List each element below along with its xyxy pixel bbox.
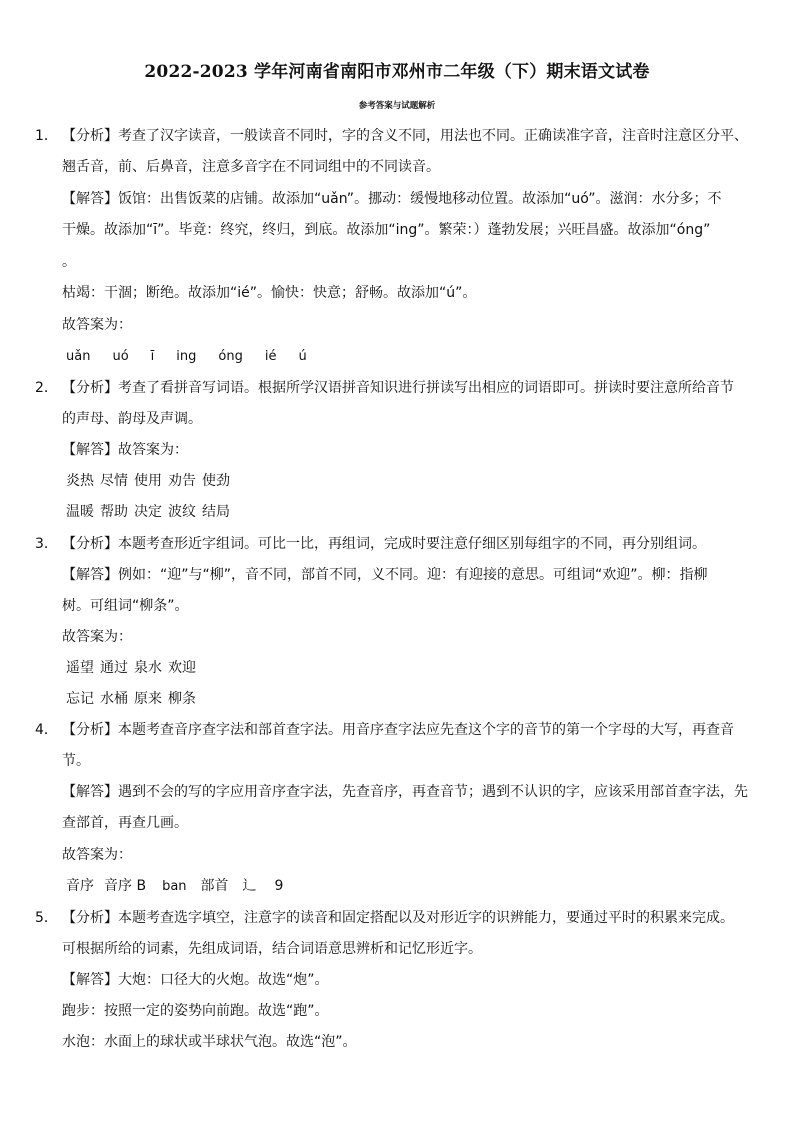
answer-item: 辶 <box>242 878 257 894</box>
q2-number: 2． <box>35 380 58 396</box>
answer-word: 温暖 <box>66 504 94 520</box>
q3-analysis-text-1: 本题考查形近字组词。可比一比，再组词，完成时要注意仔细区别每组字的不同，再分别组词。 <box>118 536 706 552</box>
q1-answer-text-1: 饭馆：出售饭菜的店铺。故添加“uǎn”。挪动：缓慢地移动位置。故添加“uó”。滋润：水分多；不 <box>118 191 722 207</box>
q1-answer-line-2: 干燥。故添加“ī”。毕竟：终究，终归，到底。故添加“ing”。繁荣：）蓬勃发展；兴旺昌盛。故添加“óng” <box>62 222 711 238</box>
answer-tag: 【解答】 <box>62 567 118 583</box>
q2-answer-row-1 <box>66 472 236 490</box>
answer-word: 原来 <box>134 691 162 707</box>
answer-word: 炎热 <box>66 473 94 489</box>
analysis-tag: 【分析】 <box>62 910 118 926</box>
answer-word: 使用 <box>134 473 162 489</box>
answer-tag: 【解答】 <box>62 784 118 800</box>
analysis-tag: 【分析】 <box>62 128 118 144</box>
q1-answer-line-4: 枯竭：干涸；断绝。故添加“ié”。愉快：快意；舒畅。故添加“ú”。 <box>62 285 477 301</box>
answer-item: ban <box>162 879 187 894</box>
q2-answer-label: 故答案为： <box>118 442 188 458</box>
answer-item: uó <box>112 349 129 364</box>
q2-answer-row-2 <box>66 503 236 521</box>
answer-word: 劝告 <box>168 473 196 489</box>
q5-answer-text-1: 大炮：口径大的火炮。故选“炮”。 <box>118 972 329 988</box>
q1-answer-line-1 <box>62 190 722 208</box>
q5-answer-line-1 <box>62 971 329 989</box>
q5-analysis-line-1 <box>62 909 734 927</box>
answer-word: 柳条 <box>168 691 196 707</box>
q5-answer-line-3: 水泡：水面上的球状或半球状气泡。故选“泡”。 <box>62 1034 357 1050</box>
q1-final-label: 故答案为： <box>62 317 132 333</box>
q1-analysis-line-1 <box>62 127 748 145</box>
answer-word: 通过 <box>100 660 128 676</box>
q3-answer-text-1: 例如：“迎”与“柳”，音不同，部首不同，义不同。迎：有迎接的意思。可组词“欢迎”。柳：指柳 <box>118 567 708 583</box>
q3-answer-row-2 <box>66 690 202 708</box>
answer-item: 部首 <box>200 878 229 894</box>
q4-answer-line-1 <box>62 783 748 801</box>
q3-answer-line-2: 树。可组词“柳条”。 <box>62 598 189 614</box>
answer-item: ú <box>298 349 307 364</box>
q3-number: 3． <box>35 536 58 552</box>
q4-analysis-text-1: 本题考查音序查字法和部首查字法。用音序查字法应先查这个字的音节的第一个字母的大写，再查音 <box>118 722 734 738</box>
q2-analysis-text-1: 考查了看拼音写词语。根据所学汉语拼音知识进行拼读写出相应的词语即可。拼读时要注意所给音节 <box>118 380 734 396</box>
q5-analysis-line-2: 可根据所给的词素，先组成词语，结合词语意思辨析和记忆形近字。 <box>62 941 482 957</box>
q2-analysis-line-1 <box>62 379 734 397</box>
q3-answer-row-1 <box>66 659 202 677</box>
q4-answer-line-2: 查部首，再查几画。 <box>62 815 188 831</box>
q4-answer-text-1: 遇到不会的写的字应用音序查字法，先查音序，再查音节；遇到不认识的字，应该采用部首查字法，先 <box>118 784 748 800</box>
answer-word: 帮助 <box>100 504 128 520</box>
answer-word: 决定 <box>134 504 162 520</box>
q5-answer-line-2: 跑步：按照一定的姿势向前跑。故选“跑”。 <box>62 1003 329 1019</box>
answer-word: 尽情 <box>100 473 128 489</box>
q2-answer-line-1 <box>62 441 188 459</box>
q1-number: 1． <box>35 128 58 144</box>
answer-item: uǎn <box>66 349 91 364</box>
answer-word: 结局 <box>202 504 230 520</box>
document-title: 2022-2023 学年河南省南阳市邓州市二年级（下）期末语文试卷 <box>144 62 650 82</box>
q3-analysis-line-1 <box>62 535 706 553</box>
answer-word: 泉水 <box>134 660 162 676</box>
q4-analysis-line-1 <box>62 721 734 739</box>
q1-answer-line-3: 。 <box>62 254 76 270</box>
answer-word: 使劲 <box>202 473 230 489</box>
q3-answer-line-1 <box>62 566 708 584</box>
q4-final-label: 故答案为： <box>62 847 132 863</box>
answer-item: óng <box>218 349 243 364</box>
answer-word: 忘记 <box>66 691 94 707</box>
answer-item: 音序 <box>66 878 94 894</box>
q5-number: 5． <box>35 910 58 926</box>
q4-number: 4． <box>35 722 58 738</box>
answer-word: 水桶 <box>100 691 128 707</box>
answer-tag: 【解答】 <box>62 972 118 988</box>
q1-final-answers <box>66 347 329 365</box>
q2-analysis-line-2: 的声母、韵母及声调。 <box>62 411 202 427</box>
answer-item: 音序 B <box>104 878 147 894</box>
answer-item: ī <box>150 349 155 364</box>
answer-word: 遥望 <box>66 660 94 676</box>
answer-item: ié <box>264 349 277 364</box>
analysis-tag: 【分析】 <box>62 722 118 738</box>
q5-analysis-text-1: 本题考查选字填空，注意字的读音和固定搭配以及对形近字的识辨能力，要通过平时的积累来完成。 <box>118 910 734 926</box>
q1-analysis-line-2: 翘舌音，前、后鼻音，注意多音字在不同词组中的不同读音。 <box>62 159 440 175</box>
q3-final-label: 故答案为： <box>62 629 132 645</box>
answer-word: 欢迎 <box>168 660 196 676</box>
q1-analysis-text-1: 考查了汉字读音，一般读音不同时，字的含义不同，用法也不同。正确读准字音，注音时注意区分平、 <box>118 128 748 144</box>
document-subtitle: 参考答案与试题解析 <box>358 101 436 111</box>
analysis-tag: 【分析】 <box>62 536 118 552</box>
answer-word: 波纹 <box>168 504 196 520</box>
q4-analysis-line-2: 节。 <box>62 753 90 769</box>
answer-tag: 【解答】 <box>62 442 118 458</box>
q4-final-answers <box>66 877 283 895</box>
answer-item: 9 <box>274 878 284 894</box>
answer-item: ing <box>176 349 197 364</box>
answer-tag: 【解答】 <box>62 191 118 207</box>
analysis-tag: 【分析】 <box>62 380 118 396</box>
